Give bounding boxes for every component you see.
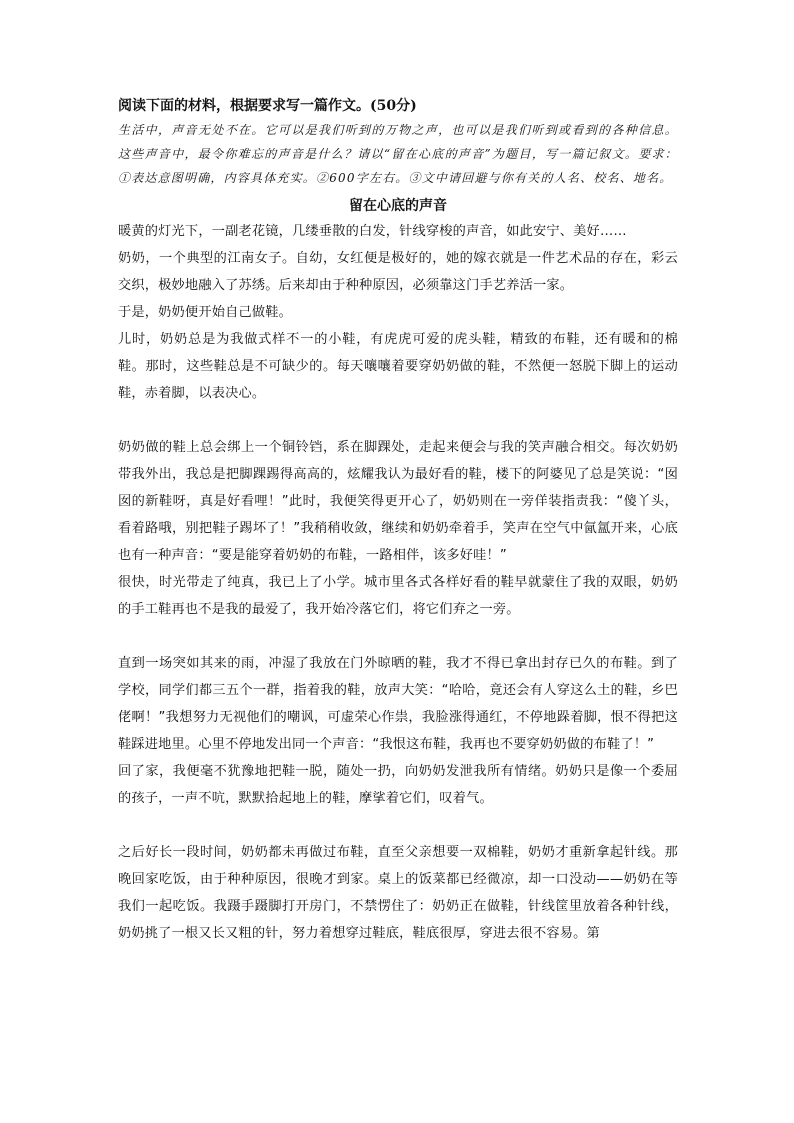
essay-paragraph: 于是，奶奶便开始自己做鞋。 [118,305,293,320]
essay-paragraph: 儿时，奶奶总是为我做式样不一的小鞋，有虎虎可爱的虎头鞋，精致的布鞋，还有暖和的棉鞋。那时，这些鞋总是不可缺少的。每天嚷嚷着要穿奶奶做的鞋，不然便一怒脱下脚上的运动鞋，赤着脚，以表决心。 [118,332,678,401]
document-page [118,96,678,947]
essay-paragraph: 奶奶，一个典型的江南女子。自幼，女红便是极好的，她的嫁衣就是一件艺术品的存在，彩云交织，极妙地融入了苏绣。后来却由于种种原因，必须靠这门手艺养活一家。 [118,251,678,293]
essay-title: 留在心底的声音 [349,198,447,214]
prompt-body: 生活中，声音无处不在。它可以是我们听到的万物之声，也可以是我们听到或看到的各种信息。这些声音中，最令你难忘的声音是什么？请以“留在心底的声音”为题目，写一篇记叙文。要求：①表达意图明确，内容具体充实。②600字左右。③文中请回避与你有关的人名、校名、地名。 [118,123,678,185]
essay-paragraph: 之后好长一段时间，奶奶都未再做过布鞋，直至父亲想要一双棉鞋，奶奶才重新拿起针线。那晚回家吃饭，由于种种原因，很晚才到家。桌上的饭菜都已经微凉，却一口没动——奶奶在等我们一起吃饭。我蹑手蹑脚打开房门，不禁愣住了：奶奶正在做鞋，针线筐里放着各种针线，奶奶挑了一根又长又粗的针，努力着想穿过鞋底，鞋底很厚，穿进去很不容易。第 [118,845,678,941]
essay-paragraph: 直到一场突如其来的雨，冲湿了我放在门外晾晒的鞋，我才不得已拿出封存已久的布鞋。到了学校，同学们都三五个一群，指着我的鞋，放声大笑：“哈哈，竟还会有人穿这么土的鞋，乡巴佬啊！”我想努力无视他们的嘲讽，可虚荣心作祟，我脸涨得通红，不停地跺着脚，恨不得把这鞋踩进地里。心里不停地发出同一个声音：“我恨这布鞋，我再也不要穿奶奶做的布鞋了！” [118,656,678,752]
essay-paragraph: 奶奶做的鞋上总会绑上一个铜铃铛，系在脚踝处，走起来便会与我的笑声融合相交。每次奶奶带我外出，我总是把脚踝踢得高高的，炫耀我认为最好看的鞋，楼下的阿婆见了总是笑说：“囡囡的新鞋呀，真是好看哩！”此时，我便笑得更开心了，奶奶则在一旁佯装指责我：“傻丫头，看着路哦，别把鞋子踢坏了！”我稍稍收敛，继续和奶奶牵着手，笑声在空气中氤氲开来，心底也有一种声音：“要是能穿着奶奶的布鞋，一路相伴，该多好哇！” [118,440,678,563]
paragraph-gap [118,623,678,650]
essay-paragraph: 暖黄的灯光下，一副老花镜，几缕垂散的白发，针线穿梭的声音，如此安宁、美好…… [118,224,627,239]
paragraph-gap [118,812,678,839]
prompt-heading: 阅读下面的材料，根据要求写一篇作文。(50分) [118,98,417,114]
essay-paragraph: 很快，时光带走了纯真，我已上了小学。城市里各式各样好看的鞋早就蒙住了我的双眼，奶奶的手工鞋再也不是我的最爱了，我开始冷落它们，将它们弃之一旁。 [118,575,678,617]
paragraph-gap [118,407,678,434]
essay-paragraph: 回了家，我便毫不犹豫地把鞋一脱，随处一扔，向奶奶发泄我所有情绪。奶奶只是像一个委屈的孩子，一声不吭，默默拾起地上的鞋，摩挲着它们，叹着气。 [118,764,678,806]
